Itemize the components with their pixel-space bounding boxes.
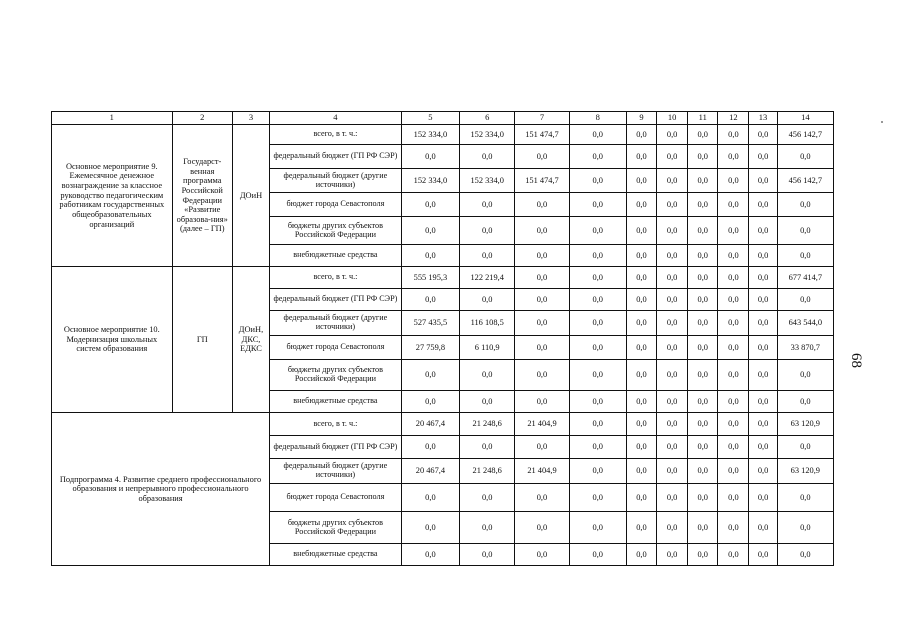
value-cell: 0,0	[569, 311, 626, 336]
value-cell: 0,0	[749, 169, 777, 193]
value-cell: 33 870,7	[777, 336, 833, 360]
value-cell: 0,0	[657, 413, 688, 436]
funding-source-cell: внебюджетные средства	[270, 391, 402, 413]
value-cell: 0,0	[626, 125, 656, 145]
header-cell-6: 6	[460, 112, 515, 125]
value-cell: 0,0	[749, 360, 777, 391]
value-cell: 0,0	[777, 217, 833, 245]
value-cell: 0,0	[515, 484, 569, 512]
value-cell: 63 120,9	[777, 413, 833, 436]
header-cell-14: 14	[777, 112, 833, 125]
value-cell: 152 334,0	[460, 125, 515, 145]
value-cell: 0,0	[460, 391, 515, 413]
value-cell: 0,0	[460, 484, 515, 512]
funding-source-cell: федеральный бюджет (ГП РФ СЭР)	[270, 289, 402, 311]
value-cell: 0,0	[657, 217, 688, 245]
value-cell: 0,0	[688, 484, 718, 512]
value-cell: 0,0	[460, 217, 515, 245]
value-cell: 0,0	[569, 169, 626, 193]
value-cell: 643 544,0	[777, 311, 833, 336]
header-cell-12: 12	[718, 112, 749, 125]
value-cell: 0,0	[777, 436, 833, 459]
value-cell: 0,0	[401, 544, 459, 566]
executor-cell: ДОиН	[232, 125, 269, 267]
funding-source-cell: всего, в т. ч.:	[270, 267, 402, 289]
value-cell: 0,0	[688, 145, 718, 169]
value-cell: 0,0	[569, 459, 626, 484]
page-number: 68	[848, 353, 864, 368]
value-cell: 0,0	[657, 169, 688, 193]
value-cell: 0,0	[688, 267, 718, 289]
header-cell-8: 8	[569, 112, 626, 125]
value-cell: 0,0	[626, 413, 656, 436]
value-cell: 0,0	[657, 436, 688, 459]
value-cell: 63 120,9	[777, 459, 833, 484]
value-cell: 0,0	[718, 245, 749, 267]
value-cell: 0,0	[401, 145, 459, 169]
value-cell: 0,0	[749, 391, 777, 413]
value-cell: 0,0	[569, 145, 626, 169]
value-cell: 0,0	[688, 245, 718, 267]
value-cell: 21 404,9	[515, 459, 569, 484]
value-cell: 0,0	[688, 217, 718, 245]
value-cell: 0,0	[749, 193, 777, 217]
value-cell: 0,0	[749, 436, 777, 459]
value-cell: 0,0	[777, 360, 833, 391]
value-cell: 0,0	[626, 512, 656, 544]
header-cell-5: 5	[401, 112, 459, 125]
value-cell: 0,0	[515, 391, 569, 413]
value-cell: 0,0	[515, 193, 569, 217]
value-cell: 0,0	[626, 289, 656, 311]
value-cell: 0,0	[749, 413, 777, 436]
value-cell: 0,0	[749, 336, 777, 360]
value-cell: 0,0	[657, 391, 688, 413]
value-cell: 0,0	[718, 193, 749, 217]
value-cell: 0,0	[749, 267, 777, 289]
subprogram-name-cell: Подпрограмма 4. Развитие среднего профессионального образования и непрерывного профессионального образования	[52, 413, 270, 566]
value-cell: 0,0	[718, 125, 749, 145]
funding-source-cell: внебюджетные средства	[270, 245, 402, 267]
value-cell: 0,0	[777, 289, 833, 311]
value-cell: 0,0	[460, 360, 515, 391]
header-cell-2: 2	[172, 112, 232, 125]
value-cell: 0,0	[657, 125, 688, 145]
value-cell: 0,0	[401, 193, 459, 217]
value-cell: 0,0	[569, 391, 626, 413]
value-cell: 0,0	[718, 217, 749, 245]
value-cell: 0,0	[401, 512, 459, 544]
value-cell: 116 108,5	[460, 311, 515, 336]
value-cell: 0,0	[401, 245, 459, 267]
value-cell: 0,0	[749, 544, 777, 566]
header-cell-3: 3	[232, 112, 269, 125]
value-cell: 0,0	[401, 217, 459, 245]
value-cell: 0,0	[718, 336, 749, 360]
funding-source-cell: бюджеты других субъектов Российской Федерации	[270, 360, 402, 391]
value-cell: 0,0	[569, 125, 626, 145]
value-cell: 677 414,7	[777, 267, 833, 289]
value-cell: 0,0	[460, 512, 515, 544]
value-cell: 0,0	[626, 459, 656, 484]
value-cell: 152 334,0	[401, 125, 459, 145]
value-cell: 0,0	[569, 512, 626, 544]
value-cell: 21 248,6	[460, 413, 515, 436]
funding-source-cell: бюджет города Севастополя	[270, 336, 402, 360]
value-cell: 456 142,7	[777, 125, 833, 145]
value-cell: 0,0	[515, 311, 569, 336]
value-cell: 0,0	[626, 360, 656, 391]
value-cell: 0,0	[569, 336, 626, 360]
value-cell: 0,0	[777, 145, 833, 169]
value-cell: 0,0	[626, 245, 656, 267]
value-cell: 0,0	[515, 145, 569, 169]
value-cell: 151 474,7	[515, 169, 569, 193]
value-cell: 0,0	[718, 413, 749, 436]
value-cell: 151 474,7	[515, 125, 569, 145]
funding-source-cell: федеральный бюджет (другие источники)	[270, 169, 402, 193]
table-row	[52, 267, 834, 289]
value-cell: 0,0	[401, 391, 459, 413]
header-cell-9: 9	[626, 112, 656, 125]
scan-speck	[881, 121, 883, 123]
value-cell: 0,0	[626, 193, 656, 217]
budget-table-sheet	[51, 111, 834, 601]
value-cell: 0,0	[515, 544, 569, 566]
value-cell: 0,0	[688, 512, 718, 544]
value-cell: 0,0	[569, 484, 626, 512]
value-cell: 0,0	[460, 289, 515, 311]
value-cell: 0,0	[569, 289, 626, 311]
program-cell: Государст-венная программа Российской Федерации «Развитие образова-ния» (далее – ГП)	[172, 125, 232, 267]
budget-table	[51, 111, 834, 566]
value-cell: 0,0	[401, 289, 459, 311]
value-cell: 0,0	[718, 512, 749, 544]
value-cell: 0,0	[626, 436, 656, 459]
value-cell: 0,0	[688, 289, 718, 311]
value-cell: 0,0	[626, 484, 656, 512]
value-cell: 0,0	[688, 459, 718, 484]
event-name-cell: Основное мероприятие 9. Ежемесячное денежное вознаграждение за классное руководство педагогическим работникам государственных общеобразовательных организаций	[52, 125, 173, 267]
value-cell: 0,0	[777, 391, 833, 413]
funding-source-cell: бюджеты других субъектов Российской Федерации	[270, 512, 402, 544]
value-cell: 0,0	[657, 336, 688, 360]
value-cell: 0,0	[657, 267, 688, 289]
value-cell: 0,0	[626, 267, 656, 289]
value-cell: 0,0	[749, 512, 777, 544]
value-cell: 0,0	[718, 289, 749, 311]
value-cell: 0,0	[777, 193, 833, 217]
header-cell-11: 11	[688, 112, 718, 125]
value-cell: 20 467,4	[401, 413, 459, 436]
value-cell: 0,0	[626, 391, 656, 413]
funding-source-cell: бюджет города Севастополя	[270, 193, 402, 217]
value-cell: 0,0	[688, 336, 718, 360]
header-cell-13: 13	[749, 112, 777, 125]
value-cell: 0,0	[777, 484, 833, 512]
value-cell: 0,0	[718, 267, 749, 289]
value-cell: 0,0	[657, 311, 688, 336]
value-cell: 0,0	[718, 544, 749, 566]
value-cell: 0,0	[626, 336, 656, 360]
value-cell: 0,0	[657, 512, 688, 544]
value-cell: 0,0	[749, 125, 777, 145]
value-cell: 0,0	[657, 193, 688, 217]
value-cell: 122 219,4	[460, 267, 515, 289]
value-cell: 0,0	[749, 245, 777, 267]
value-cell: 152 334,0	[401, 169, 459, 193]
funding-source-cell: бюджет города Севастополя	[270, 484, 402, 512]
value-cell: 0,0	[515, 217, 569, 245]
value-cell: 0,0	[460, 245, 515, 267]
value-cell: 0,0	[569, 217, 626, 245]
table-row	[52, 125, 834, 145]
value-cell: 0,0	[515, 245, 569, 267]
value-cell: 0,0	[626, 544, 656, 566]
value-cell: 0,0	[749, 311, 777, 336]
value-cell: 0,0	[657, 360, 688, 391]
funding-source-cell: федеральный бюджет (другие источники)	[270, 311, 402, 336]
value-cell: 0,0	[515, 512, 569, 544]
value-cell: 0,0	[515, 436, 569, 459]
funding-source-cell: федеральный бюджет (другие источники)	[270, 459, 402, 484]
value-cell: 0,0	[688, 169, 718, 193]
value-cell: 0,0	[718, 436, 749, 459]
value-cell: 0,0	[749, 217, 777, 245]
executor-cell: ДОиН, ДКС, ЕДКС	[232, 267, 269, 413]
funding-source-cell: федеральный бюджет (ГП РФ СЭР)	[270, 436, 402, 459]
value-cell: 0,0	[688, 311, 718, 336]
value-cell: 152 334,0	[460, 169, 515, 193]
value-cell: 0,0	[688, 413, 718, 436]
value-cell: 0,0	[657, 544, 688, 566]
value-cell: 20 467,4	[401, 459, 459, 484]
value-cell: 0,0	[749, 459, 777, 484]
value-cell: 0,0	[718, 484, 749, 512]
value-cell: 0,0	[688, 544, 718, 566]
value-cell: 0,0	[657, 145, 688, 169]
header-cell-4: 4	[270, 112, 402, 125]
value-cell: 0,0	[688, 391, 718, 413]
value-cell: 0,0	[460, 145, 515, 169]
value-cell: 6 110,9	[460, 336, 515, 360]
value-cell: 0,0	[569, 267, 626, 289]
value-cell: 0,0	[401, 360, 459, 391]
program-cell: ГП	[172, 267, 232, 413]
value-cell: 21 248,6	[460, 459, 515, 484]
value-cell: 0,0	[569, 360, 626, 391]
funding-source-cell: всего, в т. ч.:	[270, 125, 402, 145]
value-cell: 0,0	[749, 145, 777, 169]
value-cell: 0,0	[515, 267, 569, 289]
value-cell: 0,0	[657, 289, 688, 311]
table-row	[52, 413, 834, 436]
value-cell: 0,0	[569, 436, 626, 459]
value-cell: 0,0	[626, 311, 656, 336]
value-cell: 456 142,7	[777, 169, 833, 193]
funding-source-cell: всего, в т. ч.:	[270, 413, 402, 436]
value-cell: 0,0	[718, 169, 749, 193]
value-cell: 0,0	[777, 512, 833, 544]
value-cell: 0,0	[749, 484, 777, 512]
value-cell: 27 759,8	[401, 336, 459, 360]
value-cell: 0,0	[777, 245, 833, 267]
value-cell: 0,0	[460, 544, 515, 566]
header-cell-10: 10	[657, 112, 688, 125]
value-cell: 527 435,5	[401, 311, 459, 336]
value-cell: 0,0	[626, 217, 656, 245]
value-cell: 0,0	[515, 336, 569, 360]
value-cell: 0,0	[688, 193, 718, 217]
value-cell: 0,0	[401, 436, 459, 459]
value-cell: 0,0	[718, 145, 749, 169]
value-cell: 0,0	[718, 391, 749, 413]
value-cell: 0,0	[626, 169, 656, 193]
value-cell: 0,0	[718, 360, 749, 391]
value-cell: 0,0	[749, 289, 777, 311]
value-cell: 0,0	[718, 459, 749, 484]
value-cell: 0,0	[688, 436, 718, 459]
value-cell: 0,0	[460, 436, 515, 459]
value-cell: 0,0	[515, 289, 569, 311]
funding-source-cell: бюджеты других субъектов Российской Федерации	[270, 217, 402, 245]
value-cell: 0,0	[569, 245, 626, 267]
value-cell: 0,0	[657, 245, 688, 267]
value-cell: 0,0	[515, 360, 569, 391]
value-cell: 0,0	[657, 459, 688, 484]
value-cell: 555 195,3	[401, 267, 459, 289]
value-cell: 0,0	[569, 544, 626, 566]
value-cell: 0,0	[569, 193, 626, 217]
value-cell: 21 404,9	[515, 413, 569, 436]
value-cell: 0,0	[688, 360, 718, 391]
event-name-cell: Основное мероприятие 10. Модернизация школьных систем образования	[52, 267, 173, 413]
value-cell: 0,0	[718, 311, 749, 336]
header-cell-7: 7	[515, 112, 569, 125]
value-cell: 0,0	[460, 193, 515, 217]
funding-source-cell: федеральный бюджет (ГП РФ СЭР)	[270, 145, 402, 169]
value-cell: 0,0	[401, 484, 459, 512]
value-cell: 0,0	[657, 484, 688, 512]
value-cell: 0,0	[626, 145, 656, 169]
value-cell: 0,0	[777, 544, 833, 566]
funding-source-cell: внебюджетные средства	[270, 544, 402, 566]
value-cell: 0,0	[569, 413, 626, 436]
header-row	[52, 112, 834, 125]
header-cell-1: 1	[52, 112, 173, 125]
value-cell: 0,0	[688, 125, 718, 145]
